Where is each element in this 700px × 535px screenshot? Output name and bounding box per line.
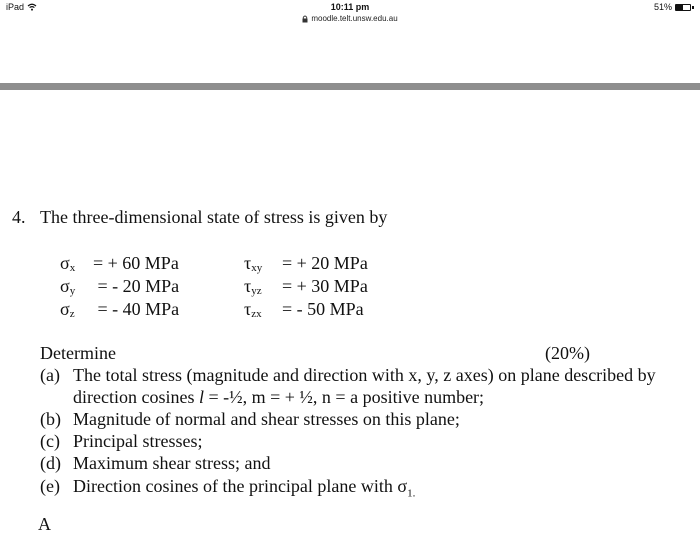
normal-stress-value: = + 60 MPa xyxy=(93,253,179,273)
stress-row-z xyxy=(60,299,680,321)
part-label: (a) xyxy=(40,365,60,385)
part-a-continuation: direction cosines l = -½, m = + ½, n = a positive number; xyxy=(73,387,485,407)
shear-stress-value: = + 30 MPa xyxy=(282,276,368,296)
normal-stress-symbol: $\sigma_z$ xyxy=(60,299,75,320)
normal-stress-symbol: $\sigma_x$ xyxy=(60,253,76,274)
part-label: (c) xyxy=(40,431,60,451)
part-e: (e) Direction cosines of the principal plane with $\sigma_{1.}$ xyxy=(40,476,416,500)
normal-stress-symbol: $\sigma_y$ xyxy=(60,276,76,297)
part-text: Principal stresses; xyxy=(73,431,203,451)
battery-indicator xyxy=(654,2,694,12)
part-text: Maximum shear stress; and xyxy=(73,453,271,473)
lock-icon xyxy=(302,15,308,23)
status-bar xyxy=(0,0,700,28)
part-text: Direction cosines of the principal plane with σ xyxy=(73,476,408,496)
part-text: The total stress (magnitude and direction with x, y, z axes) on plane described by xyxy=(73,365,656,385)
stress-row-y xyxy=(60,276,680,298)
shear-stress-value: = - 50 MPa xyxy=(282,299,364,319)
shear-stress-symbol: $\tau_{xy}$ xyxy=(244,253,263,274)
part-label: (d) xyxy=(40,453,61,473)
battery-percent: 51% xyxy=(653,2,672,12)
part-b xyxy=(40,409,460,430)
part-d xyxy=(40,453,270,474)
determine-heading: Determine xyxy=(40,343,116,363)
battery-icon xyxy=(675,4,691,11)
battery-fill xyxy=(676,5,683,10)
cut-off-text: A xyxy=(38,514,51,534)
battery-tip xyxy=(692,6,694,9)
marks-weight: (20%) xyxy=(545,343,590,363)
part-label: (e) xyxy=(40,476,60,496)
address-bar[interactable] xyxy=(0,14,700,23)
url-text: moodle.telt.unsw.edu.au xyxy=(311,14,398,23)
shear-stress-symbol: $\tau_{zx}$ xyxy=(244,299,262,320)
shear-stress-symbol: $\tau_{yz}$ xyxy=(244,276,262,297)
question-number: 4. xyxy=(12,207,26,227)
part-label: (b) xyxy=(40,409,61,429)
page-divider xyxy=(0,83,700,90)
device-label: iPad xyxy=(6,2,25,12)
normal-stress-value: = - 20 MPa xyxy=(93,276,180,296)
part-a xyxy=(40,365,656,386)
question-intro: The three-dimensional state of stress is given by xyxy=(40,207,388,227)
part-c xyxy=(40,431,202,452)
clock: 10:11 pm xyxy=(330,2,370,12)
normal-stress-value: = - 40 MPa xyxy=(93,299,180,319)
stress-row-x xyxy=(60,253,680,275)
part-text: Magnitude of normal and shear stresses on this plane; xyxy=(73,409,460,429)
shear-stress-value: = + 20 MPa xyxy=(282,253,368,273)
